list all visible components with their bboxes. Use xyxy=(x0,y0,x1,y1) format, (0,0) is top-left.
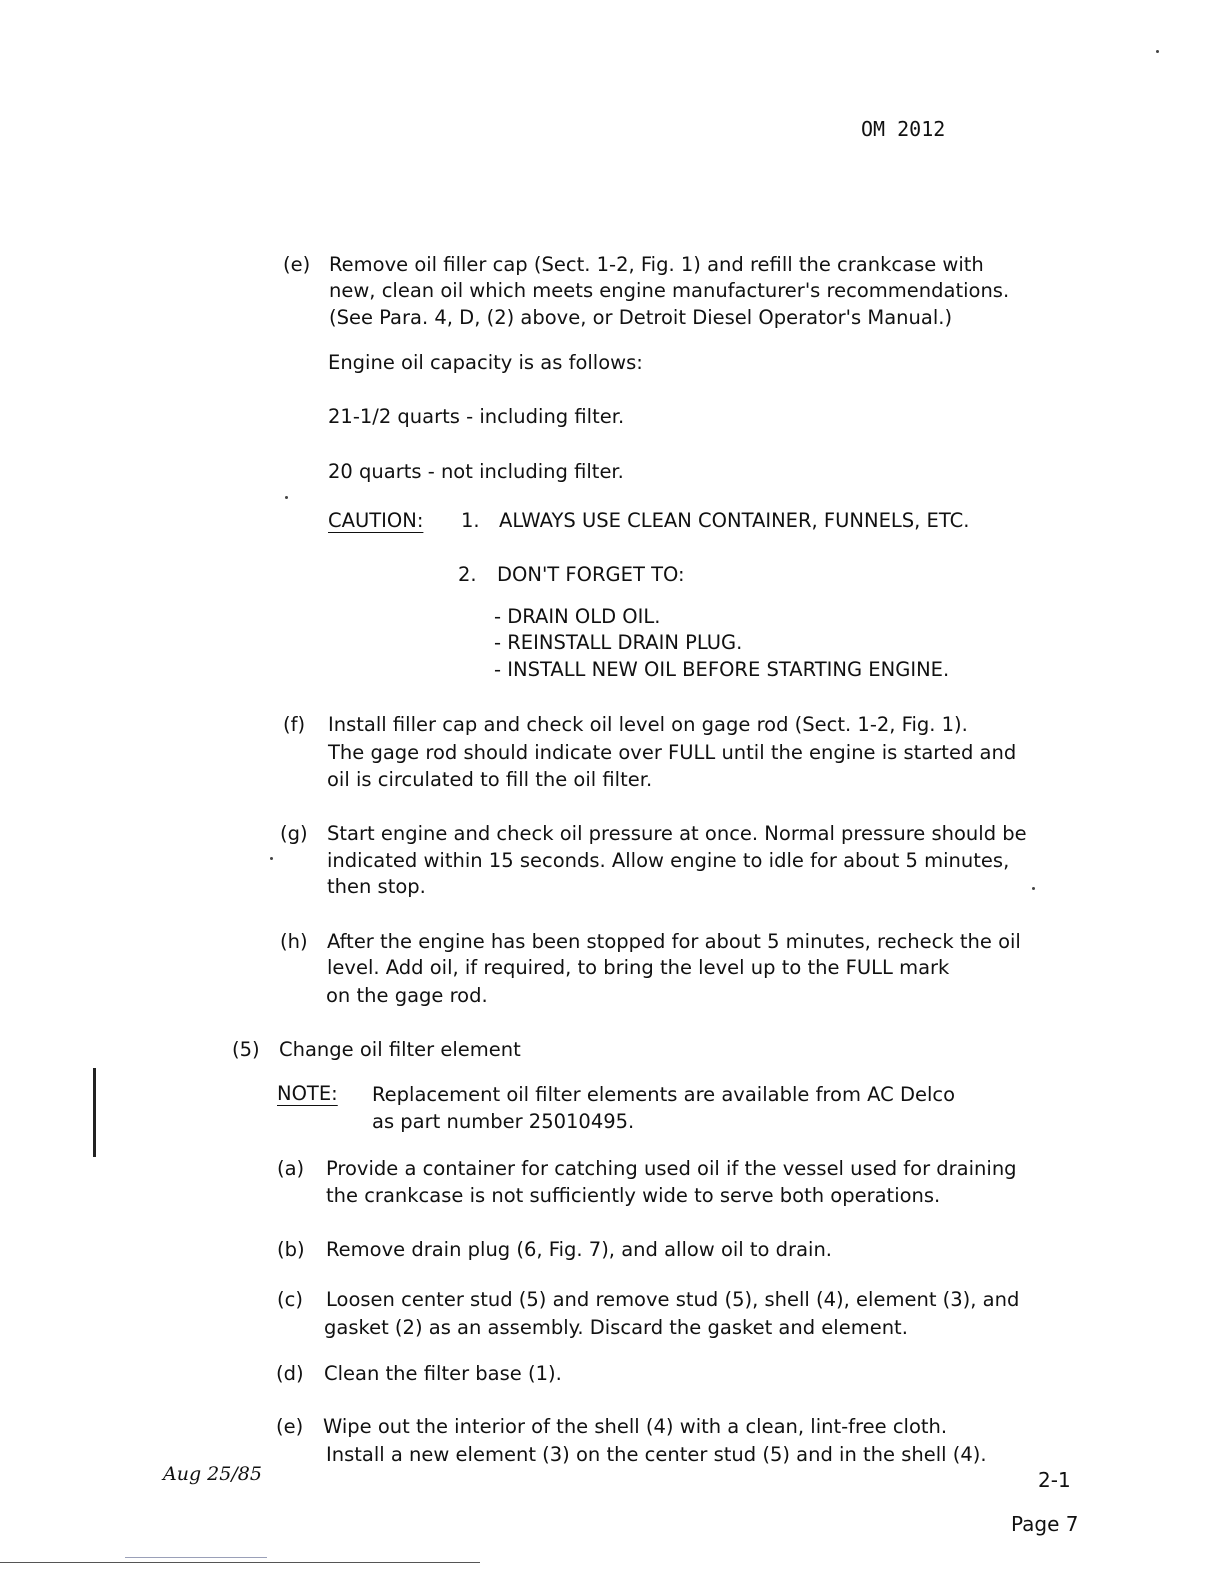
step-g-line-1: Start engine and check oil pressure at once. Normal pressure should be xyxy=(327,822,1027,845)
step-e-line-3: (See Para. 4, D, (2) above, or Detroit Diesel Operator's Manual.) xyxy=(329,306,953,329)
note-line-1: Replacement oil filter elements are available from AC Delco xyxy=(372,1083,956,1106)
scan-speck xyxy=(270,857,273,860)
step-5c-label: (c) xyxy=(277,1288,303,1311)
note-line-2: as part number 25010495. xyxy=(372,1110,635,1133)
capacity-with-filter: 21-1/2 quarts - including filter. xyxy=(328,405,625,428)
step-5a-label: (a) xyxy=(277,1157,305,1180)
revision-date: Aug 25/85 xyxy=(163,1463,262,1485)
step-f-line-1: Install filler cap and check oil level on gage rod (Sect. 1-2, Fig. 1). xyxy=(328,713,968,736)
step-h-line-1: After the engine has been stopped for about 5 minutes, recheck the oil xyxy=(327,930,1021,953)
caution-subitem-drain: - DRAIN OLD OIL. xyxy=(494,605,661,628)
section-5-title: Change oil filter element xyxy=(279,1038,521,1061)
step-5e-line-1: Wipe out the interior of the shell (4) with a clean, lint-free cloth. xyxy=(323,1415,948,1438)
caution-subitem-plug: - REINSTALL DRAIN PLUG. xyxy=(494,631,743,654)
step-h-line-3: on the gage rod. xyxy=(326,984,488,1007)
scan-speck xyxy=(1156,50,1159,53)
step-h-line-2: level. Add oil, if required, to bring the level up to the FULL mark xyxy=(327,956,950,979)
step-f-label: (f) xyxy=(283,713,306,736)
step-5a-line-2: the crankcase is not sufficiently wide to serve both operations. xyxy=(326,1184,941,1207)
capacity-intro: Engine oil capacity is as follows: xyxy=(328,351,643,374)
step-h-label: (h) xyxy=(280,930,308,953)
bottom-scan-line xyxy=(0,1562,480,1563)
step-5b-label: (b) xyxy=(277,1238,305,1261)
caution-subitem-new-oil: - INSTALL NEW OIL BEFORE STARTING ENGINE. xyxy=(494,658,950,681)
step-g-line-3: then stop. xyxy=(327,875,426,898)
caution-item-1-text: ALWAYS USE CLEAN CONTAINER, FUNNELS, ETC. xyxy=(499,509,970,532)
step-f-line-3: oil is circulated to fill the oil filter. xyxy=(327,768,653,791)
step-5c-line-2: gasket (2) as an assembly. Discard the gasket and element. xyxy=(324,1316,908,1339)
document-number: OM 2012 xyxy=(861,117,946,141)
margin-bar-mark xyxy=(93,1068,96,1157)
step-5a-line-1: Provide a container for catching used oil if the vessel used for draining xyxy=(326,1157,1017,1180)
caution-label: CAUTION: xyxy=(328,509,424,532)
capacity-without-filter: 20 quarts - not including filter. xyxy=(328,460,624,483)
step-g-label: (g) xyxy=(280,822,308,845)
section-page-number: 2-1 xyxy=(1038,1468,1071,1492)
step-5d-label: (d) xyxy=(276,1362,304,1385)
step-5e-label: (e) xyxy=(276,1415,304,1438)
note-label: NOTE: xyxy=(277,1082,338,1105)
step-5c-line-1: Loosen center stud (5) and remove stud (5), shell (4), element (3), and xyxy=(326,1288,1020,1311)
scan-speck xyxy=(1032,887,1035,890)
scan-speck xyxy=(285,496,288,499)
step-e-label: (e) xyxy=(283,253,311,276)
caution-item-1-number: 1. xyxy=(461,509,480,532)
step-f-line-2: The gage rod should indicate over FULL until the engine is started and xyxy=(328,741,1017,764)
step-5e-line-2: Install a new element (3) on the center stud (5) and in the shell (4). xyxy=(326,1443,987,1466)
bottom-blue-line xyxy=(125,1557,267,1558)
step-e-line-2: new, clean oil which meets engine manufacturer's recommendations. xyxy=(329,279,1010,302)
step-g-line-2: indicated within 15 seconds. Allow engine to idle for about 5 minutes, xyxy=(327,849,1010,872)
caution-item-2-text: DON'T FORGET TO: xyxy=(497,563,685,586)
caution-item-2-number: 2. xyxy=(458,563,477,586)
step-e-line-1: Remove oil filler cap (Sect. 1-2, Fig. 1) and refill the crankcase with xyxy=(329,253,984,276)
step-5b-line-1: Remove drain plug (6, Fig. 7), and allow oil to drain. xyxy=(326,1238,833,1261)
page-number: Page 7 xyxy=(1011,1512,1079,1536)
section-5-label: (5) xyxy=(232,1038,260,1061)
step-5d-line-1: Clean the filter base (1). xyxy=(324,1362,562,1385)
